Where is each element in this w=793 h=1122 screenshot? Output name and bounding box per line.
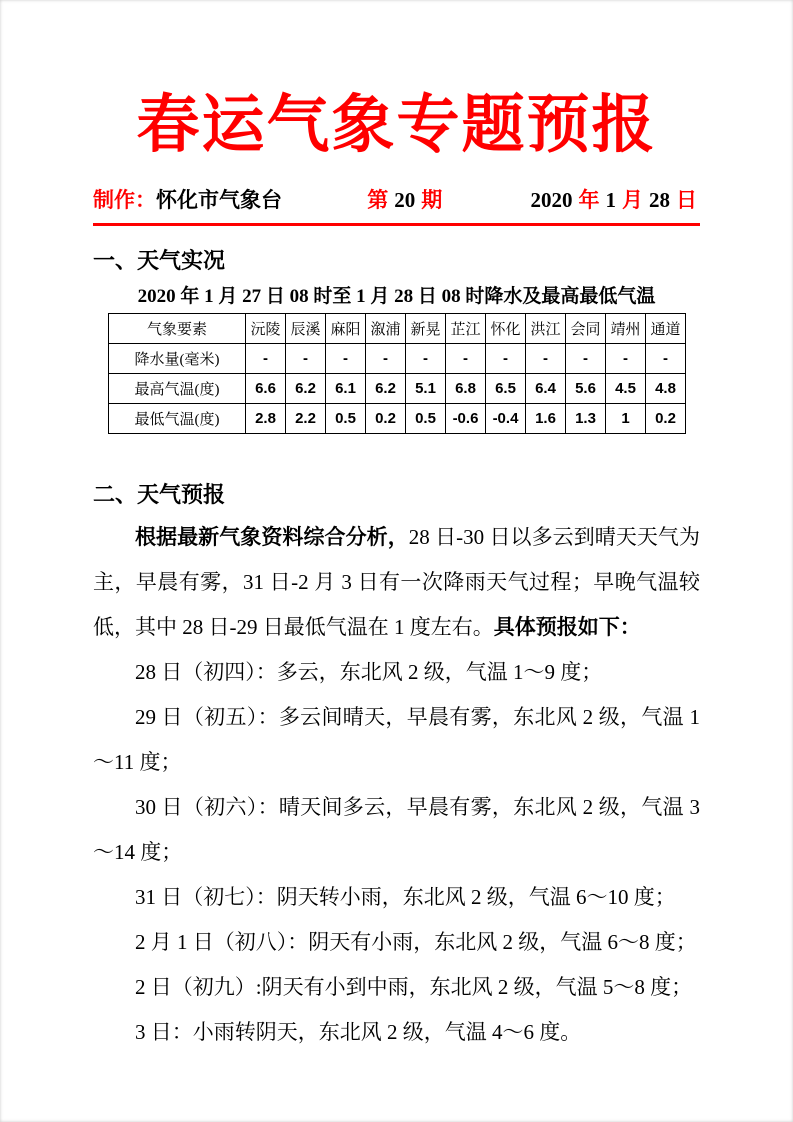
daily-forecast-list — [93, 650, 700, 1055]
forecast-item-day30: 30 日（初六）：晴天间多云，早晨有雾，东北风 2 级，气温 3～14 度； — [93, 795, 700, 865]
table-cell: 4.8 — [646, 374, 686, 404]
table-cell: - — [486, 344, 526, 374]
table-cell: 0.5 — [326, 404, 366, 434]
byline-maker — [93, 184, 282, 214]
table-cell: - — [246, 344, 286, 374]
table-header-cell: 新晃 — [406, 314, 446, 344]
table-cell: 0.5 — [406, 404, 446, 434]
table-cell: 5.6 — [566, 374, 606, 404]
byline-date — [528, 184, 701, 214]
observation-table-title: 2020 年 1 月 27 日 08 时至 1 月 28 日 08 时降水及最高最低气温 — [137, 286, 656, 308]
table-header-cell: 通道 — [646, 314, 686, 344]
table-cell: 2.8 — [246, 404, 286, 434]
table-header-cell: 芷江 — [446, 314, 486, 344]
table-cell: 6.8 — [446, 374, 486, 404]
table-cell: - — [606, 344, 646, 374]
table-cell: - — [366, 344, 406, 374]
table-header-cell: 靖州 — [606, 314, 646, 344]
table-row-precipitation — [109, 344, 686, 374]
forecast-item-feb1: 2 月 1 日（初八）：阴天有小雨，东北风 2 级，气温 6～8 度； — [135, 930, 697, 955]
table-cell: -0.4 — [486, 404, 526, 434]
forecast-item-day31: 31 日（初七）：阴天转小雨，东北风 2 级，气温 6～10 度； — [135, 885, 676, 910]
date-year-unit: 年 — [578, 188, 600, 213]
table-cell: 1.6 — [526, 404, 566, 434]
table-cell: 6.4 — [526, 374, 566, 404]
table-cell: 6.2 — [286, 374, 326, 404]
table-header-row — [109, 314, 686, 344]
issue-number: 20 — [394, 188, 416, 213]
table-cell: 1 — [606, 404, 646, 434]
date-year: 2020 — [530, 188, 573, 213]
table-cell: 2.2 — [286, 404, 326, 434]
table-cell: - — [526, 344, 566, 374]
table-header-cell: 溆浦 — [366, 314, 406, 344]
table-cell: - — [566, 344, 606, 374]
table-cell: - — [406, 344, 446, 374]
section2-heading: 二、天气预报 — [93, 482, 226, 508]
table-row-min-temp — [109, 404, 686, 434]
forecast-item-feb2: 2 日（初九）:阴天有小到中雨，东北风 2 级，气温 5～8 度； — [135, 975, 693, 1000]
table-cell: -0.6 — [446, 404, 486, 434]
byline-issue — [364, 184, 445, 214]
section1-heading: 一、天气实况 — [93, 248, 226, 274]
table-cell: - — [286, 344, 326, 374]
table-header-cell: 洪江 — [526, 314, 566, 344]
table-cell: - — [646, 344, 686, 374]
date-month: 1 — [605, 188, 616, 213]
issue-prefix: 第 — [367, 188, 389, 213]
summary-text: 28 日-30 日以多云到晴天天气为主，早晨有雾，31 日-2 月 3 日有一次降雨天气过程；早晚气温较低，其中 28 日-29 日最低气温在 1 度左右。 — [93, 525, 700, 640]
document-title: 春运气象专题预报 — [136, 90, 657, 160]
table-cell: - — [326, 344, 366, 374]
date-day-unit: 日 — [676, 188, 697, 213]
maker-value: 怀化市气象台 — [156, 188, 282, 213]
forecast-summary-paragraph — [93, 515, 700, 650]
row-label: 最低气温(度) — [109, 404, 246, 434]
table-cell: 6.1 — [326, 374, 366, 404]
table-header-cell: 会同 — [566, 314, 606, 344]
forecast-item-day28: 28 日（初四）：多云，东北风 2 级，气温 1～9 度； — [135, 660, 603, 685]
table-header-cell: 辰溪 — [286, 314, 326, 344]
observation-table — [108, 313, 686, 434]
forecast-item-feb3: 3 日：小雨转阴天，东北风 2 级，气温 4～6 度。 — [135, 1020, 582, 1045]
table-header-cell: 麻阳 — [326, 314, 366, 344]
forecast-item-day29: 29 日（初五）：多云间晴天，早晨有雾，东北风 2 级，气温 1～11 度； — [93, 705, 700, 775]
table-header-cell: 怀化 — [486, 314, 526, 344]
row-label: 最高气温(度) — [109, 374, 246, 404]
table-cell: 6.6 — [246, 374, 286, 404]
maker-label: 制作： — [93, 188, 156, 213]
table-row-max-temp — [109, 374, 686, 404]
table-cell: 1.3 — [566, 404, 606, 434]
byline — [93, 184, 700, 226]
table-cell: 6.2 — [366, 374, 406, 404]
summary-tail-bold: 具体预报如下： — [493, 615, 641, 640]
table-cell: 4.5 — [606, 374, 646, 404]
issue-suffix: 期 — [421, 188, 443, 213]
date-month-unit: 月 — [622, 188, 643, 213]
table-cell: 0.2 — [366, 404, 406, 434]
table-cell: 6.5 — [486, 374, 526, 404]
row-label: 降水量(毫米) — [109, 344, 246, 374]
table-header-cell: 沅陵 — [246, 314, 286, 344]
summary-lead-bold: 根据最新气象资料综合分析， — [135, 525, 409, 550]
table-header-cell: 气象要素 — [109, 314, 246, 344]
table-cell: - — [446, 344, 486, 374]
table-cell: 0.2 — [646, 404, 686, 434]
date-day: 28 — [649, 188, 670, 213]
table-cell: 5.1 — [406, 374, 446, 404]
